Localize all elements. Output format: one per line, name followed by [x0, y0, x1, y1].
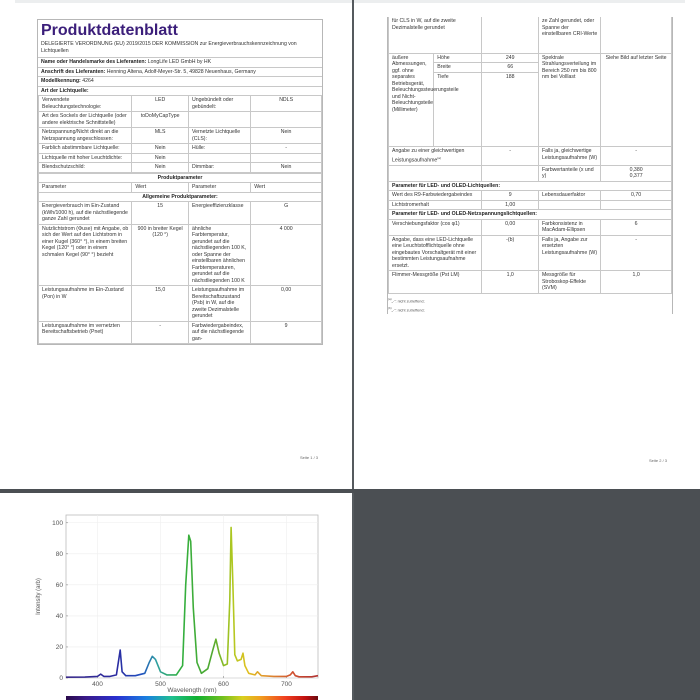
cell — [601, 17, 672, 53]
equiv-label: Angabe zu einer gleichwertigen Leistungsaufnahme — [392, 148, 465, 164]
cell: Messgröße für Stroboskop-Effekte (SVM) — [538, 271, 600, 294]
type-label: Art der Lichtquelle: — [41, 87, 89, 94]
x-tick-label: 400 — [92, 681, 103, 688]
y-axis-label: Intensity (arb) — [36, 578, 42, 615]
led-params-header: Parameter für LED- und OLED-Lichtquellen: — [389, 181, 672, 191]
model-label: Modellkennung: — [41, 78, 81, 84]
product-params-header-row — [39, 173, 322, 183]
dimensions-cell — [434, 53, 539, 147]
cell — [482, 17, 539, 53]
cell: Nutzlichtstrom (Φuse) mit Angabe, ob sich der Wert auf den Lichtstrom in einer Kugel (360° °), in einem breiten Kegel (120° °) oder in einem schmalen Kegel (90° °) bezieht — [39, 224, 132, 286]
table-row — [39, 202, 322, 225]
chroma-x: 0,380 — [629, 166, 643, 173]
table-row — [39, 144, 322, 154]
cell: 0,70 — [601, 191, 672, 201]
page-2 — [354, 3, 684, 489]
page-title: Produktdatenblatt — [41, 22, 178, 39]
led-header-row — [389, 181, 672, 191]
footnotes — [388, 296, 672, 315]
page-2-footer: Seite 2 / 3 — [649, 458, 668, 463]
cell: Angabe, dass eine LED-Lichtquelle eine Leuchtstofflichtquelle ohne eingebautes Vorschaltgerät mit einer bestimmten Leistungsaufnahme ersetzt. — [389, 235, 482, 271]
supplier-line — [38, 57, 322, 67]
x-tick-label: 700 — [281, 681, 292, 688]
cell: LED — [132, 96, 189, 112]
model-line — [38, 76, 322, 86]
cell: Dimmbar: — [188, 163, 250, 173]
page-3 — [0, 493, 352, 700]
cell: Nein — [251, 128, 322, 144]
address-value: Henning Altena, Adolf-Meyer-Str. 5, 49828 Neuenhaus, Germany — [106, 68, 256, 75]
dimension-name: Breite — [434, 63, 482, 73]
y-tick-label: 20 — [55, 643, 63, 651]
cell: - — [251, 144, 322, 154]
product-params-header: Produktparameter — [39, 173, 322, 183]
col-header: Parameter — [39, 183, 132, 193]
cell: Leistungsaufnahme im vernetzten Bereitschaftsbetrieb (Pnet) — [39, 321, 132, 344]
datasheet-continuation — [387, 17, 673, 314]
mains-header-row — [389, 210, 672, 220]
dimension-row — [434, 72, 538, 146]
cell: 0,00 — [251, 286, 322, 322]
cell: Energieverbrauch im Ein-Zustand (kWh/1000 h), auf die nächstliegende ganze Zahl gerundet — [39, 202, 132, 225]
y-tick-label: 40 — [55, 612, 63, 620]
table-row — [39, 128, 322, 144]
cell: für CLS in W, auf die zweite Dezimalstelle gerundet — [389, 17, 482, 53]
spectrum-colorbar — [66, 696, 318, 700]
chromaticity-row — [389, 165, 672, 181]
dimension-row — [434, 63, 538, 73]
cell: Flimmer-Messgröße (Pst LM) — [389, 271, 482, 294]
datasheet-box — [37, 19, 323, 345]
general-header-row — [39, 192, 322, 202]
dimension-name: Höhe — [434, 54, 482, 63]
type-line — [38, 86, 322, 96]
cell: 15,0 — [132, 286, 189, 322]
cell — [188, 112, 250, 128]
address-label: Anschrift des Lieferanten: — [41, 68, 106, 75]
table-row — [389, 17, 672, 53]
model-value: 4264 — [82, 78, 94, 84]
dimensions-table — [434, 54, 538, 147]
page-1 — [0, 3, 352, 489]
cell: 9 — [482, 191, 539, 201]
cell: 1,00 — [482, 200, 539, 210]
y-tick-label: 60 — [55, 581, 63, 589]
table-row — [39, 112, 322, 128]
cell: Falls ja, Angabe zur ersetzten Leistungsaufnahme (W) — [538, 235, 600, 271]
cell: 0,00 — [482, 219, 539, 235]
column-header-row — [39, 183, 322, 193]
cell: Lichtstromerhalt — [389, 200, 482, 210]
dimension-value: 66 — [482, 63, 538, 73]
cell: Farblich abstimmbare Lichtquelle: — [39, 144, 132, 154]
cell: Nein — [132, 144, 189, 154]
chromaticity-values — [601, 165, 672, 181]
footnote-mark: (a) — [388, 296, 392, 301]
cell: Leistungsaufnahme im Bereitschaftszustand (Psb) in W, auf die zweite Dezimalstelle gerundet — [188, 286, 250, 322]
cell: Lebensdauerfaktor — [538, 191, 600, 201]
cell: Blendschutzschild: — [39, 163, 132, 173]
cell: 900 in breiter Kegel (120 °) — [132, 224, 189, 286]
cell: 1,0 — [601, 271, 672, 294]
continuation-table — [388, 17, 672, 294]
dimension-row — [434, 54, 538, 63]
table-row — [389, 219, 672, 235]
cell: ähnliche Farbtemperatur, gerundet auf die nächstliegenden 100 K, oder Spanne der einstellbaren ähnlichen Farbtemperaturen, gerundet auf die nächstliegenden 100 K — [188, 224, 250, 286]
cell: Lichtquelle mit hoher Leuchtdichte: — [39, 153, 132, 163]
cell: 4 000 — [251, 224, 322, 286]
x-axis-label: Wavelength (nm) — [167, 687, 217, 694]
dimensions-label: äußere Abmessungen, ggf. ohne separates Betriebsgerät, Beleuchtungssteuerungsteile und Nicht-Beleuchtungsteile (Millimeter) — [389, 53, 434, 147]
table-row — [39, 163, 322, 173]
page-1-footer: Seite 1 / 3 — [300, 455, 319, 460]
equiv-row — [389, 147, 672, 166]
cell: Hülle: — [188, 144, 250, 154]
cell: -(b) — [482, 235, 539, 271]
table-row — [39, 224, 322, 286]
spectral-label: Spektrale Strahlungsverteilung im Bereich 250 nm bis 800 nm bei Volllast — [538, 53, 600, 147]
cell: ze Zahl gerundet, oder Spanne der einstellbaren CRI-Werte — [538, 17, 600, 53]
cell: 9 — [251, 321, 322, 344]
col-header: Parameter — [188, 183, 250, 193]
footnote-text: „-“: nicht zutreffend; — [391, 299, 425, 303]
plot-area — [66, 515, 318, 678]
footnote — [388, 296, 672, 305]
cell — [389, 165, 482, 181]
footnote-mark: (b) — [388, 306, 392, 310]
x-tick-label: 600 — [218, 681, 229, 688]
cell: Farbkonsistenz in MacAdam-Ellipsen — [538, 219, 600, 235]
cell: 1,0 — [482, 271, 539, 294]
cell: Netzspannung/Nicht direkt an die Netzspannung angeschlossen: — [39, 128, 132, 144]
spectrum-chart — [0, 493, 352, 700]
cell: MLS — [132, 128, 189, 144]
table-row — [39, 321, 322, 344]
dimension-name: Tiefe — [434, 72, 482, 146]
y-tick-label: 0 — [59, 675, 63, 682]
cell: Nein — [251, 163, 322, 173]
chroma-y: 0,377 — [629, 173, 643, 180]
cell: Ungebündelt oder gebündelt: — [188, 96, 250, 112]
empty-viewer-area — [354, 489, 700, 700]
address-line — [38, 67, 322, 77]
y-tick-label: 100 — [52, 519, 63, 527]
cell — [482, 165, 539, 181]
cell: toDoMyCapType — [132, 112, 189, 128]
light-source-type-table — [38, 95, 322, 173]
cell: Nein — [132, 163, 189, 173]
x-tick-label: 500 — [155, 681, 166, 688]
cell: Energieeffizienzklasse — [188, 202, 250, 225]
table-row — [389, 191, 672, 201]
cell: Verwendete Beleuchtungstechnologie: — [39, 96, 132, 112]
y-tick-label: 80 — [55, 550, 63, 558]
col-header: Wert — [132, 183, 189, 193]
cell: Farbwiedergabeindex, auf die nächstliegende gan- — [188, 321, 250, 344]
cell: NDLS — [251, 96, 322, 112]
cell — [389, 147, 482, 166]
cell: Verschiebungsfaktor (cos φ1) — [389, 219, 482, 235]
spectral-value: Siehe Bild auf letzter Seite — [601, 53, 672, 147]
table-row — [389, 200, 672, 210]
mains-params-header: Parameter für LED- und OLED-Netzspannungslichtquellen: — [389, 210, 672, 220]
cell: - — [132, 321, 189, 344]
table-row — [39, 286, 322, 322]
cell: Wert des R9-Farbwiedergabeindex — [389, 191, 482, 201]
table-row — [39, 153, 322, 163]
cell: Vernetzte Lichtquelle (CLS): — [188, 128, 250, 144]
table-row — [389, 271, 672, 294]
footnote-mark: (a) — [437, 155, 441, 160]
footnote — [388, 305, 672, 314]
cell: 15 — [132, 202, 189, 225]
footnote-text: „-“: nicht zutreffend; — [391, 308, 425, 313]
cell: Nein — [132, 153, 189, 163]
cell — [601, 200, 672, 210]
cell: - — [601, 147, 672, 166]
cell: Falls ja, gleichwertige Leistungsaufnahme (W) — [538, 147, 600, 166]
supplier-label: Name oder Handelsmarke des Lieferanten: — [41, 59, 147, 65]
supplier-value: LongLife LED GmbH by HK — [147, 59, 212, 65]
regulation-text: DELEGIERTE VERORDNUNG (EU) 2019/2015 DER KOMMISSION zur Energieverbrauchskennzeichnung von Lichtquellen — [41, 41, 297, 54]
cell — [188, 153, 250, 163]
cell — [251, 153, 322, 163]
cell: Art des Sockels der Lichtquelle (oder andere elektrische Schnittstelle) — [39, 112, 132, 128]
cell: Leistungsaufnahme im Ein-Zustand (Pon) in W — [39, 286, 132, 322]
general-params-header: Allgemeine Produktparameter: — [39, 192, 322, 202]
product-parameter-table — [38, 173, 322, 345]
cell — [251, 112, 322, 128]
cell: G — [251, 202, 322, 225]
cell: 6 — [601, 219, 672, 235]
cell: - — [482, 147, 539, 166]
cell: - — [601, 235, 672, 271]
cell — [538, 200, 600, 210]
dimensions-row — [389, 53, 672, 147]
table-row — [39, 96, 322, 112]
chromaticity-label: Farbwertanteile (x und y) — [538, 165, 600, 181]
dimension-value: 188 — [482, 72, 538, 146]
table-row — [389, 235, 672, 271]
dimension-value: 249 — [482, 54, 538, 63]
col-header: Wert — [251, 183, 322, 193]
